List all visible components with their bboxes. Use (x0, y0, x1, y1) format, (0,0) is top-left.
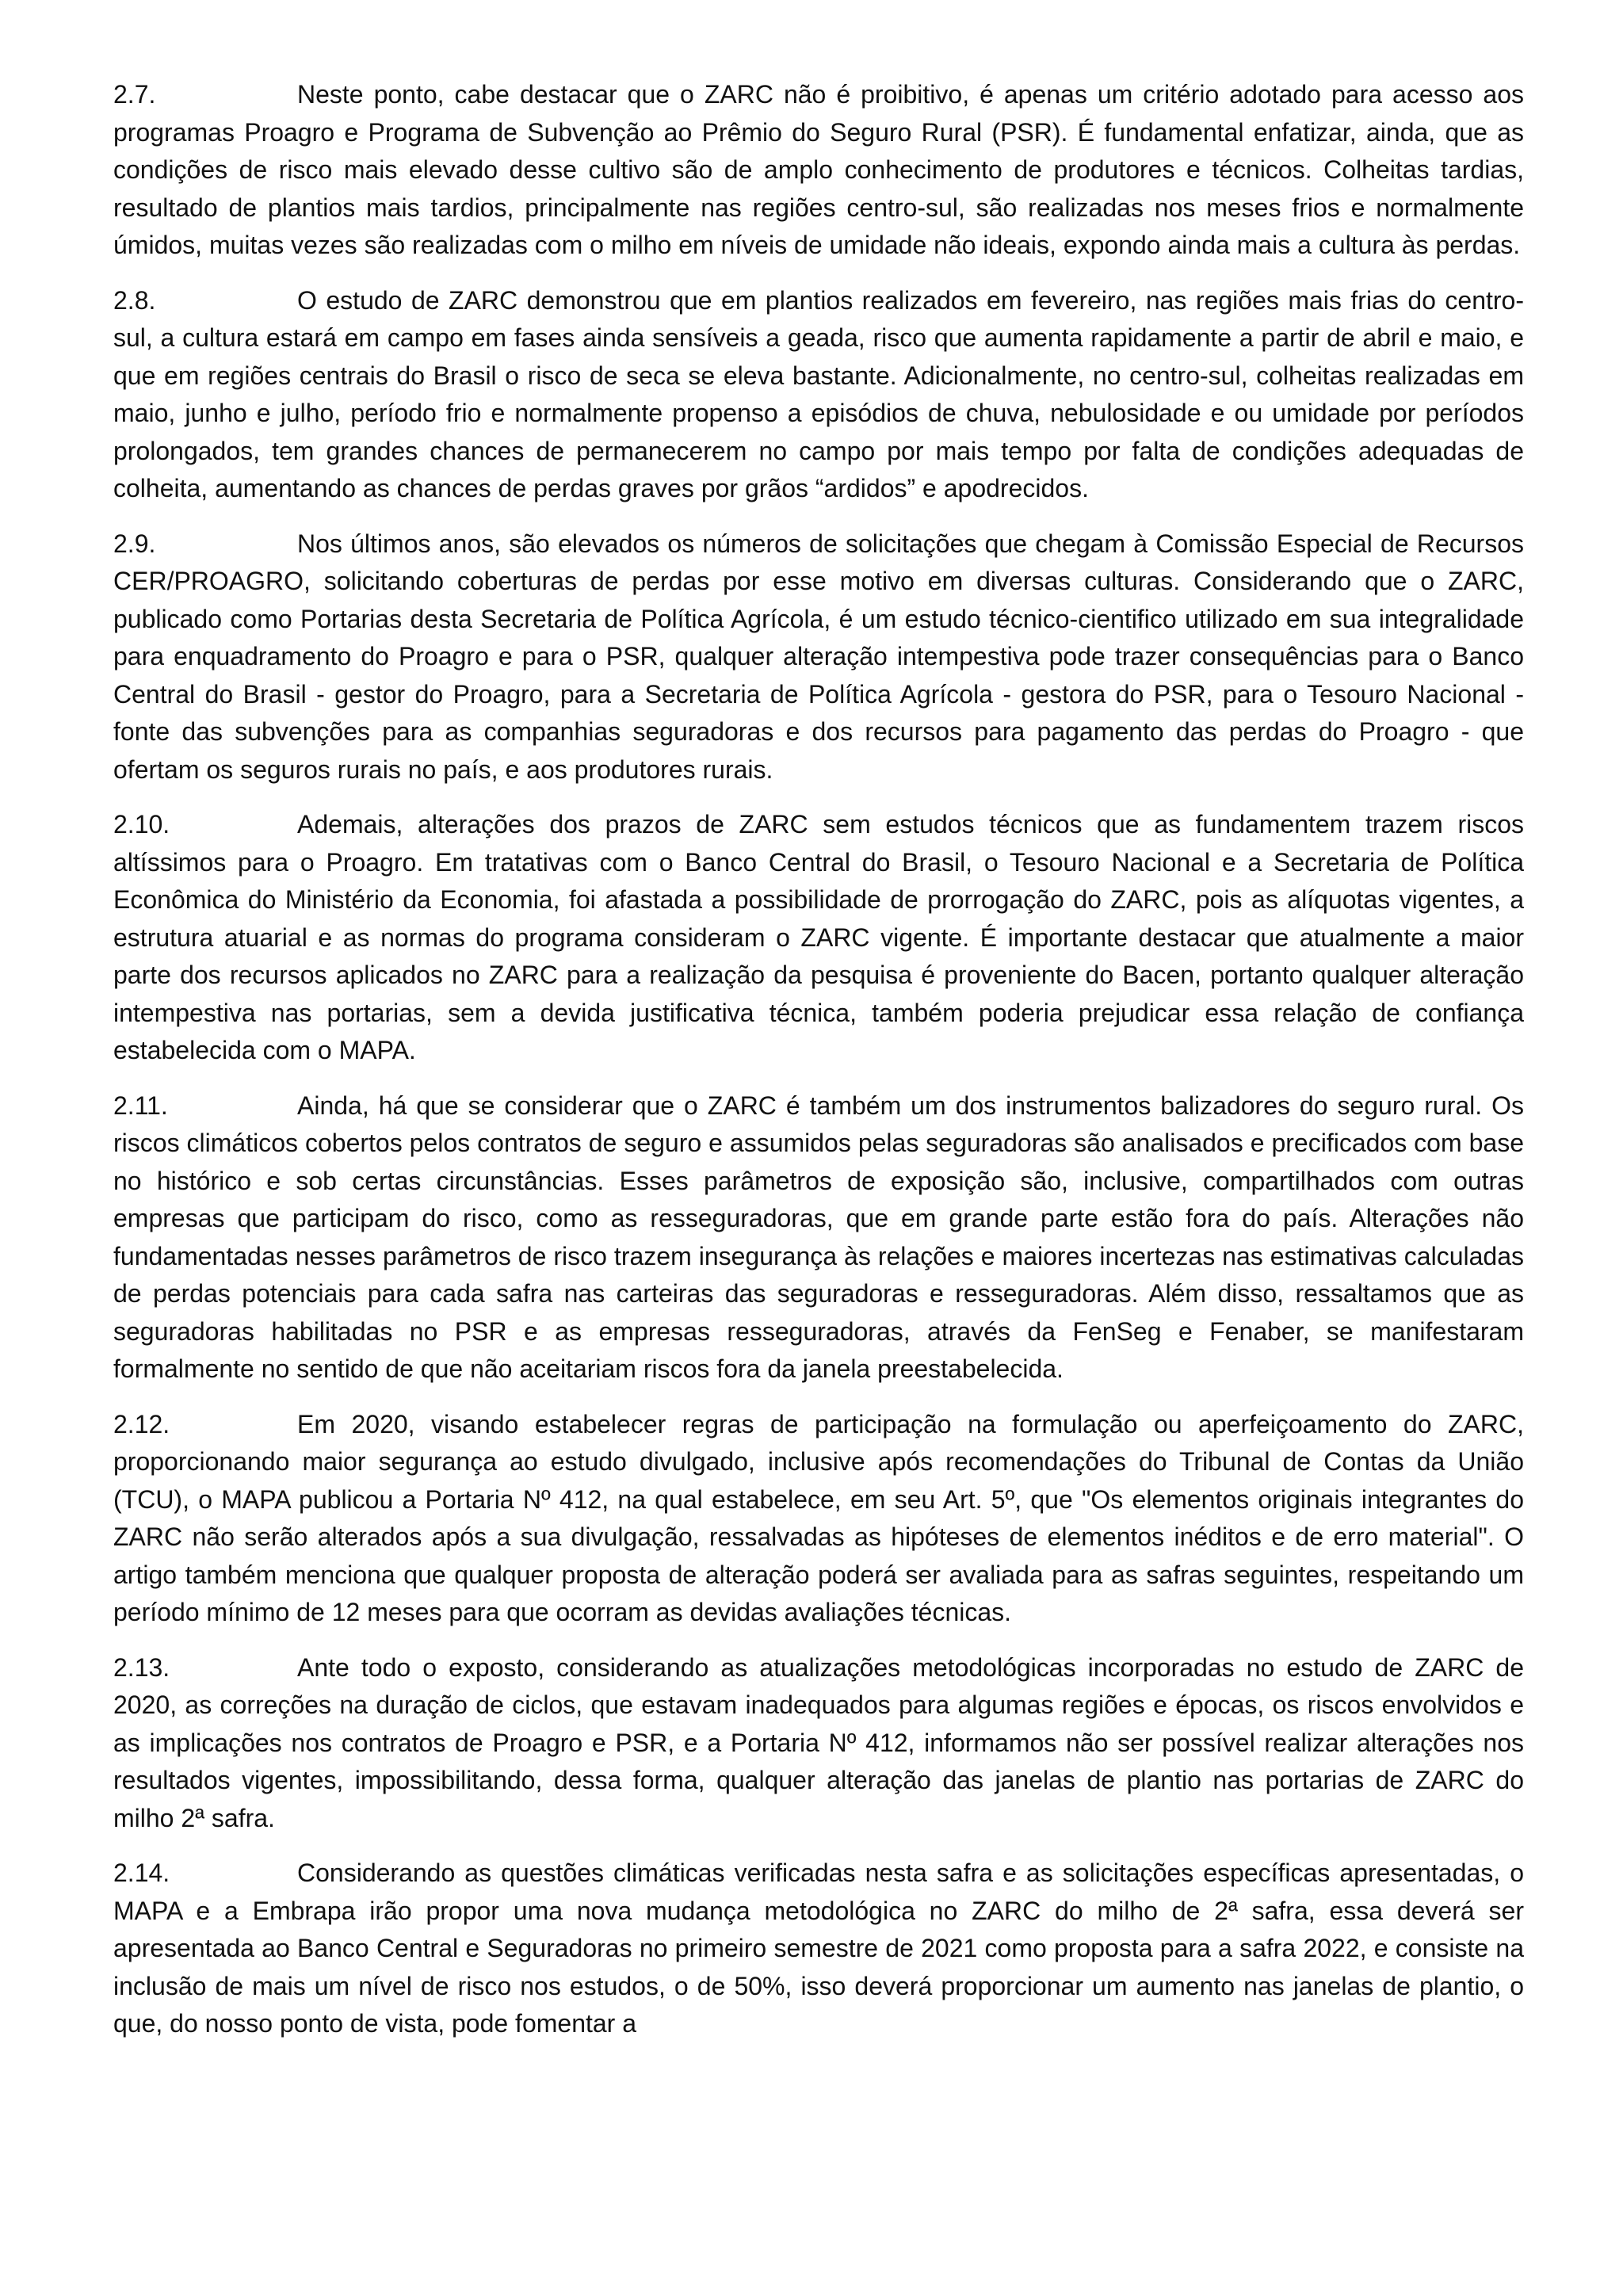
paragraph-2-8 (113, 282, 1524, 508)
paragraph-text: Considerando as questões climáticas verificadas nesta safra e as solicitações específicas apresentadas, o MAPA e a Embrapa irão propor uma nova mudança metodológica no ZARC do milho de 2ª safra, essa deverá ser apresentada ao Banco Central e Seguradoras no primeiro semestre de 2021 como proposta para a safra 2022, e consiste na inclusão de mais um nível de risco nos estudos, o de 50%, isso deverá proporcionar um aumento nas janelas de plantio, o que, do nosso ponto de vista, pode fomentar a (113, 1859, 1524, 2038)
paragraph-number: 2.8. (113, 285, 156, 315)
paragraph-number: 2.11. (113, 1091, 168, 1120)
paragraph-2-12 (113, 1406, 1524, 1632)
paragraph-text: Em 2020, visando estabelecer regras de participação na formulação ou aperfeiçoamento do ZARC, proporcionando maior segurança ao estudo divulgado, inclusive após recomendações do Tribunal de Contas da União (TCU), o MAPA publicou a Portaria Nº 412, na qual estabelece, em seu Art. 5º, que "Os elementos originais integrantes do ZARC não serão alterados após a sua divulgação, ressalvadas as hipóteses de elementos inéditos e de erro material". O artigo também menciona que qualquer proposta de alteração poderá ser avaliada para as safras seguintes, respeitando um período mínimo de 12 meses para que ocorram as devidas avaliações técnicas. (113, 1409, 1524, 1626)
paragraph-text: Ante todo o exposto, considerando as atualizações metodológicas incorporadas no estudo de ZARC de 2020, as correções na duração de ciclos, que estavam inadequados para algumas regiões e épocas, os riscos envolvidos e as implicações nos contratos de Proagro e PSR, e a Portaria Nº 412, informamos não ser possível realizar alterações nos resultados vigentes, impossibilitando, dessa forma, qualquer alteração das janelas de plantio nas portarias de ZARC do milho 2ª safra. (113, 1652, 1524, 1832)
paragraph-text: Ademais, alterações dos prazos de ZARC sem estudos técnicos que as fundamentem trazem riscos altíssimos para o Proagro. Em tratativas com o Banco Central do Brasil, o Tesouro Nacional e a Secretaria de Política Econômica do Ministério da Economia, foi afastada a possibilidade de prorrogação do ZARC, pois as alíquotas vigentes, a estrutura atuarial e as normas do programa consideram o ZARC vigente. É importante destacar que atualmente a maior parte dos recursos aplicados no ZARC para a realização da pesquisa é proveniente do Bacen, portanto qualquer alteração intempestiva nas portarias, sem a devida justificativa técnica, também poderia prejudicar essa relação de confiança estabelecida com o MAPA. (113, 810, 1524, 1064)
document-body (113, 76, 1524, 2061)
paragraph-number: 2.9. (113, 529, 156, 558)
paragraph-number: 2.12. (113, 1409, 170, 1438)
paragraph-2-14 (113, 1855, 1524, 2043)
paragraph-2-13 (113, 1649, 1524, 1838)
paragraph-text: O estudo de ZARC demonstrou que em plantios realizados em fevereiro, nas regiões mais frias do centro-sul, a cultura estará em campo em fases ainda sensíveis a geada, risco que aumenta rapidamente a partir de abril e maio, e que em regiões centrais do Brasil o risco de seca se eleva bastante. Adicionalmente, no centro-sul, colheitas realizadas em maio, junho e julho, período frio e normalmente propenso a episódios de chuva, nebulosidade e ou umidade por períodos prolongados, tem grandes chances de permanecerem no campo por mais tempo por falta de condições adequadas de colheita, aumentando as chances de perdas graves por grãos “ardidos” e apodrecidos. (113, 285, 1524, 502)
paragraph-2-10 (113, 806, 1524, 1070)
paragraph-2-9 (113, 525, 1524, 789)
paragraph-number: 2.7. (113, 80, 156, 109)
paragraph-2-11 (113, 1087, 1524, 1389)
paragraph-2-7 (113, 76, 1524, 265)
paragraph-number: 2.13. (113, 1652, 170, 1682)
paragraph-text: Ainda, há que se considerar que o ZARC é também um dos instrumentos balizadores do seguro rural. Os riscos climáticos cobertos pelos contratos de seguro e assumidos pelas seguradoras são analisados e precificados com base no histórico e sob certas circunstâncias. Esses parâmetros de exposição são, inclusive, compartilhados com outras empresas que participam do risco, como as resseguradoras, que em grande parte estão fora do país. Alterações não fundamentadas nesses parâmetros de risco trazem insegurança às relações e maiores incertezas nas estimativas calculadas de perdas potenciais para cada safra nas carteiras das seguradoras e resseguradoras. Além disso, ressaltamos que as seguradoras habilitadas no PSR e as empresas resseguradoras, através da FenSeg e Fenaber, se manifestaram formalmente no sentido de que não aceitariam riscos fora da janela preestabelecida. (113, 1091, 1524, 1383)
paragraph-text: Nos últimos anos, são elevados os números de solicitações que chegam à Comissão Especial de Recursos CER/PROAGRO, solicitando coberturas de perdas por esse motivo em diversas culturas. Considerando que o ZARC, publicado como Portarias desta Secretaria de Política Agrícola, é um estudo técnico-cientifico utilizado em sua integralidade para enquadramento do Proagro e para o PSR, qualquer alteração intempestiva pode trazer consequências para o Banco Central do Brasil - gestor do Proagro, para a Secretaria de Política Agrícola - gestora do PSR, para o Tesouro Nacional - fonte das subvenções para as companhias seguradoras e dos recursos para pagamento das perdas do Proagro - que ofertam os seguros rurais no país, e aos produtores rurais. (113, 529, 1524, 784)
paragraph-number: 2.10. (113, 810, 170, 839)
paragraph-number: 2.14. (113, 1859, 170, 1887)
paragraph-text: Neste ponto, cabe destacar que o ZARC não é proibitivo, é apenas um critério adotado para acesso aos programas Proagro e Programa de Subvenção ao Prêmio do Seguro Rural (PSR). É fundamental enfatizar, ainda, que as condições de risco mais elevado desse cultivo são de amplo conhecimento de produtores e técnicos. Colheitas tardias, resultado de plantios mais tardios, principalmente nas regiões centro-sul, são realizadas nos meses frios e normalmente úmidos, muitas vezes são realizadas com o milho em níveis de umidade não ideais, expondo ainda mais a cultura às perdas. (113, 80, 1524, 259)
